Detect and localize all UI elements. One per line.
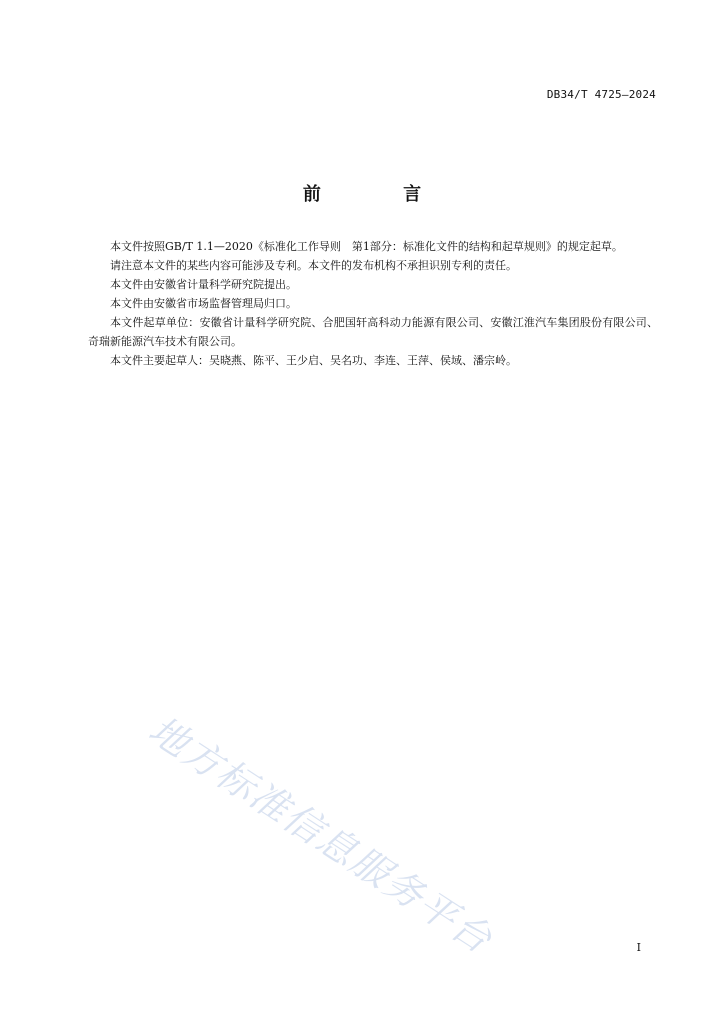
paragraph-drafting-basis: 本文件按照GB/T 1.1—2020《标准化工作导则 第1部分：标准化文件的结构和起草规则》的规定起草。 (110, 240, 623, 253)
paragraph-administrator: 本文件由安徽省市场监督管理局归口。 (110, 297, 297, 310)
page-number: I (636, 941, 641, 954)
watermark: 地方标准信息服务平台 (141, 707, 501, 963)
document-code: DB34/T 4725—2024 (546, 88, 656, 101)
paragraph-patent-notice: 请注意本文件的某些内容可能涉及专利。本文件的发布机构不承担识别专利的责任。 (110, 259, 517, 272)
paragraph-proposer: 本文件由安徽省计量科学研究院提出。 (110, 278, 297, 291)
paragraph-drafting-units: 本文件起草单位：安徽省计量科学研究院、合肥国轩高科动力能源有限公司、安徽江淮汽车集团股份有限公司、奇瑞新能源汽车技术有限公司。 (88, 316, 658, 348)
paragraph-drafters: 本文件主要起草人：吴晓燕、陈平、王少启、吴名功、李连、王萍、侯域、潘宗岭。 (110, 354, 517, 367)
document-body (88, 237, 658, 370)
page-title: 前 言 (302, 184, 460, 205)
